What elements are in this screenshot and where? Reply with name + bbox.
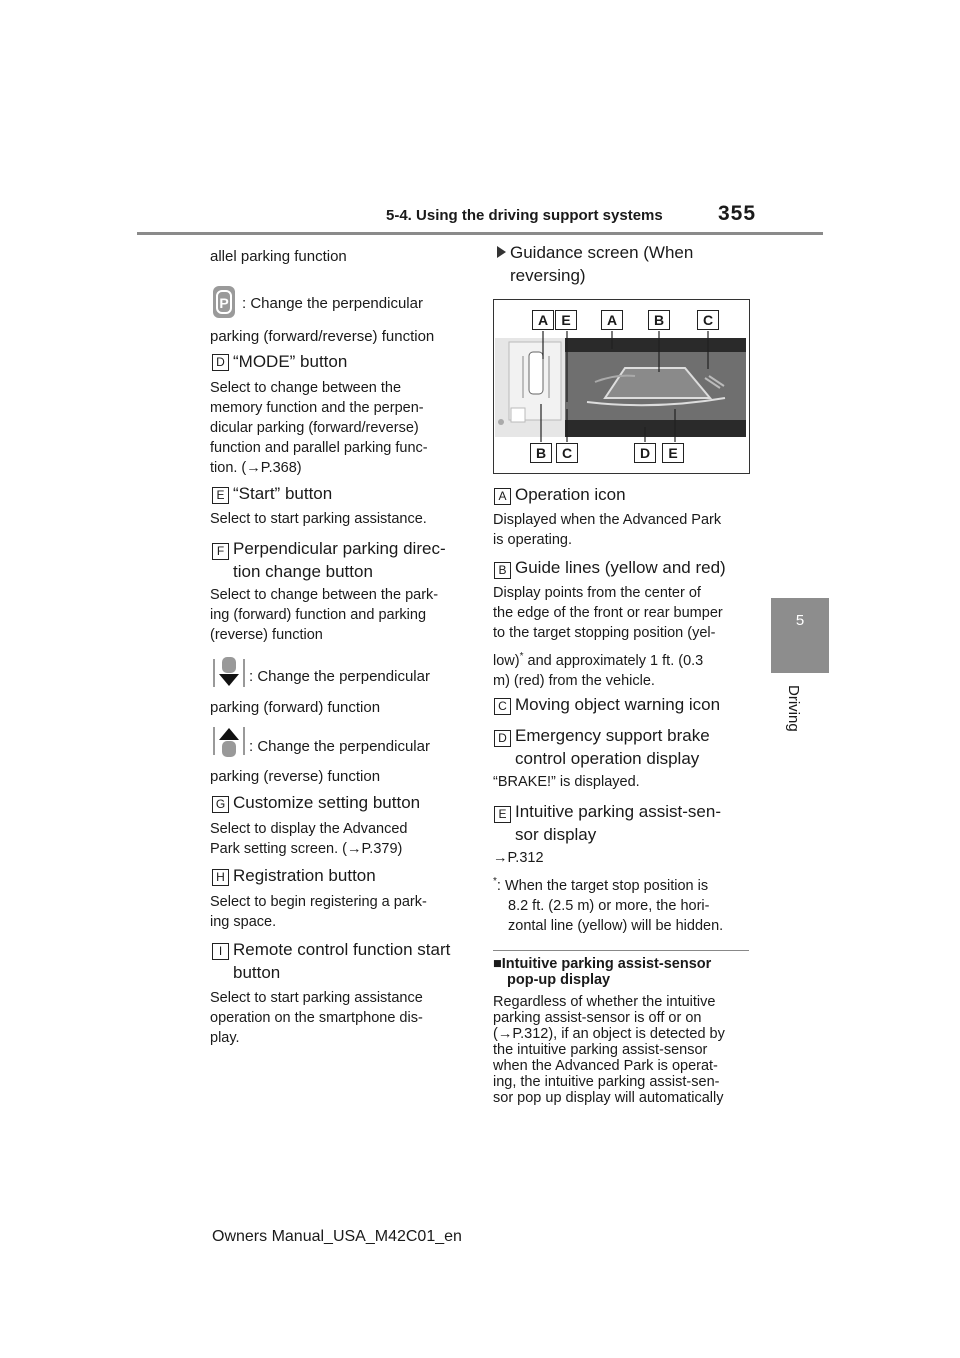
item-i-title: Remote control function start button [233, 940, 451, 982]
leader-lines [493, 299, 748, 472]
section-divider [493, 950, 749, 951]
diagram-label-e2: E [662, 443, 684, 463]
item-c-title: Moving object warning icon [515, 695, 721, 714]
chapter-number: 5 [795, 612, 805, 629]
label-d-right: D [494, 730, 511, 747]
chapter-label: Driving [785, 685, 802, 732]
diagram-label-c1: C [697, 310, 719, 330]
item-e-title: “Start” button [233, 484, 333, 503]
diagram-label-d: D [634, 443, 656, 463]
forward-parking-icon [212, 655, 246, 689]
label-f: F [212, 543, 229, 560]
item-e-desc: Select to start parking assistance. [210, 511, 427, 527]
item-g-desc: Select to display the Advanced Park setting screen. (→P.379) [210, 821, 408, 857]
reverse-icon-desc: : Change the perpendicular [249, 738, 430, 755]
bullet-arrow-icon [497, 246, 506, 258]
item-d-right-desc: “BRAKE!” is displayed. [493, 774, 640, 790]
parallel-icon-desc: : Change the perpendicular [242, 295, 423, 312]
guidance-heading: Guidance screen (When reversing) [510, 243, 694, 285]
intro-text: allel parking function [210, 248, 347, 265]
sub-heading: ■Intuitive parking assist-sensor pop-up display [493, 956, 712, 988]
item-d-desc: Select to change between the memory function and the perpen- dicular parking (forward/reverse) function and parallel parking func- tion. (→P.368) [210, 380, 428, 476]
footer-text: Owners Manual_USA_M42C01_en [212, 1228, 462, 1245]
item-g-title: Customize setting button [233, 793, 421, 812]
section-title: 5-4. Using the driving support systems [386, 207, 663, 224]
label-h: H [212, 869, 229, 886]
svg-text:P: P [219, 295, 229, 311]
forward-icon-desc: : Change the perpendicular [249, 668, 430, 685]
footnote: *: When the target stop position is 8.2 ft. (2.5 m) or more, the hori- zontal line (yellow) will be hidden. [493, 876, 724, 934]
header-rule [137, 232, 823, 235]
item-i-desc: Select to start parking assistance operation on the smartphone dis- play. [210, 990, 423, 1046]
label-g: G [212, 796, 229, 813]
diagram-label-a2: A [601, 310, 623, 330]
label-a: A [494, 488, 511, 505]
page-number: 355 [718, 202, 757, 225]
item-e-right-title: Intuitive parking assist-sen- sor display [515, 802, 721, 844]
item-d-title: “MODE” button [233, 352, 348, 371]
parallel-icon-desc2: parking (forward/reverse) function [210, 328, 435, 345]
item-f-desc: Select to change between the park- ing (forward) function and parking (reverse) function [210, 587, 439, 643]
item-h-desc: Select to begin registering a park- ing space. [210, 894, 427, 930]
parallel-parking-icon [212, 285, 236, 319]
forward-icon-desc2: parking (forward) function [210, 699, 381, 716]
diagram-label-c2: C [556, 443, 578, 463]
reverse-icon-desc2: parking (reverse) function [210, 768, 381, 785]
diagram-label-b2: B [530, 443, 552, 463]
diagram-label-b1: B [648, 310, 670, 330]
label-b: B [494, 562, 511, 579]
label-e-right: E [494, 806, 511, 823]
reverse-parking-icon [212, 725, 246, 759]
item-h-title: Registration button [233, 866, 376, 885]
label-e: E [212, 487, 229, 504]
item-b-desc: Display points from the center of the edge of the front or rear bumper to the target stopping position (yel- low)* and approximately 1 ft. (0.3 m) (red) from the vehicle. [493, 585, 723, 689]
item-a-title: Operation icon [515, 485, 626, 504]
item-e-right-desc: →P.312 [493, 850, 544, 866]
label-d: D [212, 354, 229, 371]
item-f-title: Perpendicular parking direc- tion change button [233, 539, 446, 581]
sub-body: Regardless of whether the intuitive parking assist-sensor is off or on (→P.312), if an object is detected by the intuitive parking assist-sensor when the Advanced Park is operat- ing, the intuitive parking assist-sen- sor pop up display will automatically [493, 994, 725, 1106]
label-c: C [494, 698, 511, 715]
label-i: I [212, 943, 229, 960]
diagram-label-a1: A [532, 310, 554, 330]
chapter-tab [771, 598, 829, 673]
item-d-right-title: Emergency support brake control operation display [515, 726, 710, 768]
diagram-label-e1: E [555, 310, 577, 330]
item-a-desc: Displayed when the Advanced Park is operating. [493, 512, 722, 548]
item-b-title: Guide lines (yellow and red) [515, 558, 726, 577]
